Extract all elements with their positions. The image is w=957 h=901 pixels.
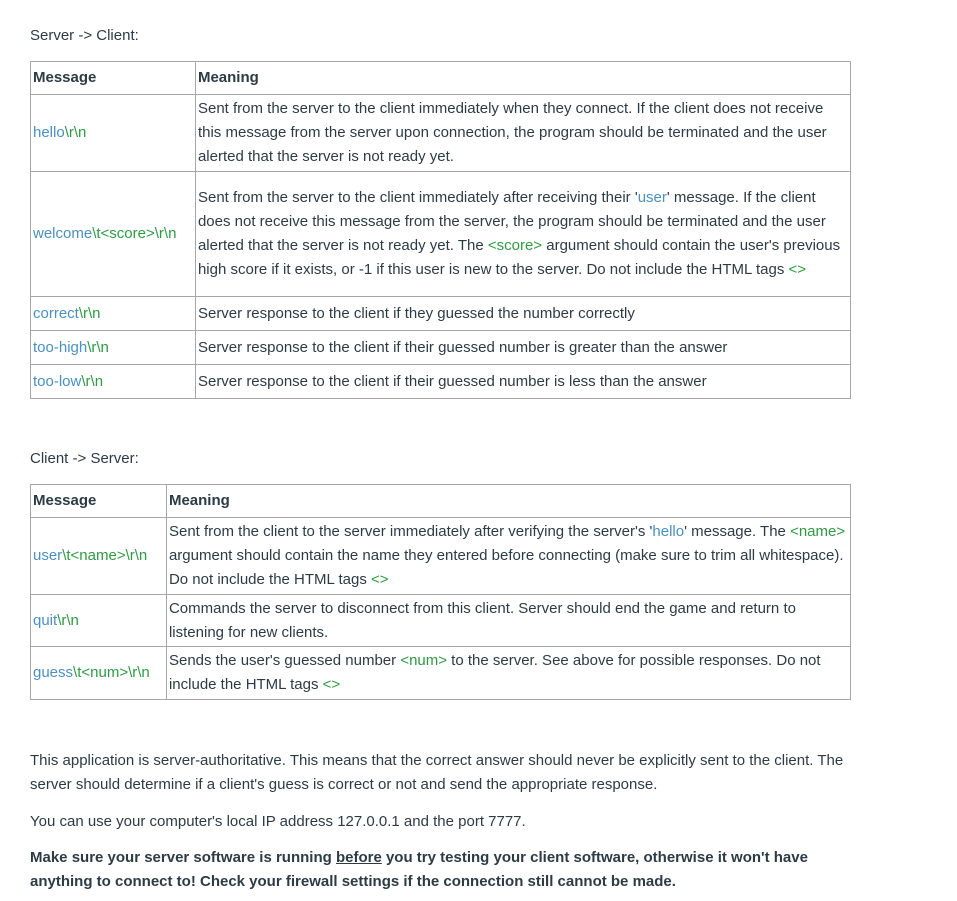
description-text: Server response to the client if they guessed the number correctly	[197, 304, 635, 322]
table-header-row	[31, 62, 851, 95]
keyword-text: hello	[33, 124, 65, 141]
description-text: to the server. See above for possible responses. Do not include the HTML tags	[168, 652, 821, 693]
server-to-client-heading: Server -> Client:	[30, 27, 139, 44]
escape-sequence-text: \r\n	[125, 547, 148, 564]
keyword-text: too-high	[33, 338, 88, 356]
escape-sequence-text: <num>	[400, 652, 448, 669]
client-to-server-table	[30, 484, 851, 700]
escape-sequence-text: \r\n	[81, 372, 104, 390]
escape-sequence-text: \r\n	[64, 124, 87, 141]
message-cell	[31, 172, 196, 297]
keyword-text: quit	[33, 611, 58, 629]
escape-sequence-text: <>	[788, 261, 807, 278]
escape-sequence-text: <num>	[81, 664, 129, 681]
server-authoritative-paragraph: This application is server-authoritative. This means that the correct answer should never be explicitly sent to the client. The server should determine if a client's guess is correct or not and send the appropriate response.	[30, 752, 844, 793]
warning-text-end: you try testing your client software, otherwise it won't have anything to connect to! Check your firewall settings if the connection still cannot be made.	[30, 849, 808, 890]
meaning-cell	[195, 297, 850, 331]
escape-sequence-text: \r\n	[128, 664, 150, 681]
description-text: Sent from the client to the server immediately after verifying the server's '	[168, 523, 653, 540]
meaning-cell	[166, 518, 850, 595]
description-text: Commands the server to disconnect from this client. Server should end the game and return to listening for new clients.	[168, 599, 796, 641]
keyword-text: welcome	[33, 225, 93, 242]
escape-sequence-text: \t	[73, 664, 82, 681]
description-text: Server response to the client if their guessed number is less than the answer	[197, 372, 707, 390]
meaning-cell	[195, 331, 850, 365]
message-cell	[31, 95, 196, 172]
escape-sequence-text: \r\n	[154, 225, 177, 242]
message-cell	[31, 331, 196, 365]
message-cell	[31, 647, 167, 700]
meaning-column-header: Meaning	[195, 62, 850, 95]
warning-underlined-word: before	[335, 849, 382, 866]
escape-sequence-text: \r\n	[87, 338, 109, 356]
meaning-column-header: Meaning	[166, 485, 850, 518]
table-row	[31, 95, 851, 172]
message-column-header: Message	[31, 485, 167, 518]
message-column-header: Message	[31, 62, 196, 95]
table-row	[31, 172, 851, 297]
escape-sequence-text: \r\n	[57, 611, 79, 629]
message-cell	[31, 518, 167, 595]
message-cell	[31, 365, 196, 399]
table-row	[31, 518, 851, 595]
description-text: ' message. If the client does not receive this message from the server, the program should be terminated and the user alerted that the server is not ready yet. The	[197, 189, 826, 254]
message-cell	[31, 595, 167, 647]
escape-sequence-text: <name>	[70, 547, 126, 564]
server-to-client-table	[30, 61, 851, 399]
table-row	[31, 365, 851, 399]
table-row	[31, 647, 851, 700]
description-text: ' message. The	[684, 523, 791, 540]
escape-sequence-text: \t	[92, 225, 101, 242]
client-to-server-heading: Client -> Server:	[30, 450, 139, 467]
local-ip-paragraph: You can use your computer's local IP address 127.0.0.1 and the port 7777.	[30, 813, 526, 830]
escape-sequence-text: \t	[62, 547, 71, 564]
meaning-cell	[195, 365, 850, 399]
table-row	[31, 331, 851, 365]
description-text: argument should contain the name they entered before connecting (make sure to trim all whitespace). Do not include the HTML tags	[168, 547, 844, 588]
escape-sequence-text: <>	[322, 676, 341, 693]
message-cell	[31, 297, 196, 331]
escape-sequence-text: <name>	[790, 523, 846, 540]
description-text: Sent from the server to the client immediately when they connect. If the client does not receive this message from the server upon connection, the program should be terminated and the user alerted that the server is not ready yet.	[197, 100, 827, 165]
meaning-cell	[195, 172, 850, 297]
keyword-text: user	[33, 547, 63, 564]
keyword-text: correct	[33, 304, 79, 322]
warning-text-start: Make sure your server software is running	[30, 849, 336, 866]
meaning-cell	[166, 595, 850, 647]
keyword-text: user	[637, 189, 667, 206]
description-text: Server response to the client if their guessed number is greater than the answer	[197, 338, 728, 356]
escape-sequence-text: <score>	[487, 237, 543, 254]
description-text: argument should contain the user's previous high score if it exists, or -1 if this user is new to the server. Do not include the HTML tags	[197, 237, 841, 278]
keyword-text: guess	[33, 664, 74, 681]
table-row	[31, 297, 851, 331]
escape-sequence-text: \r\n	[78, 304, 101, 322]
table-row	[31, 595, 851, 647]
meaning-cell	[195, 95, 850, 172]
firewall-warning-paragraph	[30, 846, 830, 894]
description-text: Sends the user's guessed number	[168, 652, 401, 669]
keyword-text: hello	[652, 523, 685, 540]
escape-sequence-text: <score>	[100, 225, 155, 242]
keyword-text: too-low	[33, 372, 82, 390]
description-text: Sent from the server to the client immediately after receiving their '	[197, 189, 638, 206]
table-header-row	[31, 485, 851, 518]
meaning-cell	[166, 647, 850, 700]
escape-sequence-text: <>	[371, 571, 389, 588]
